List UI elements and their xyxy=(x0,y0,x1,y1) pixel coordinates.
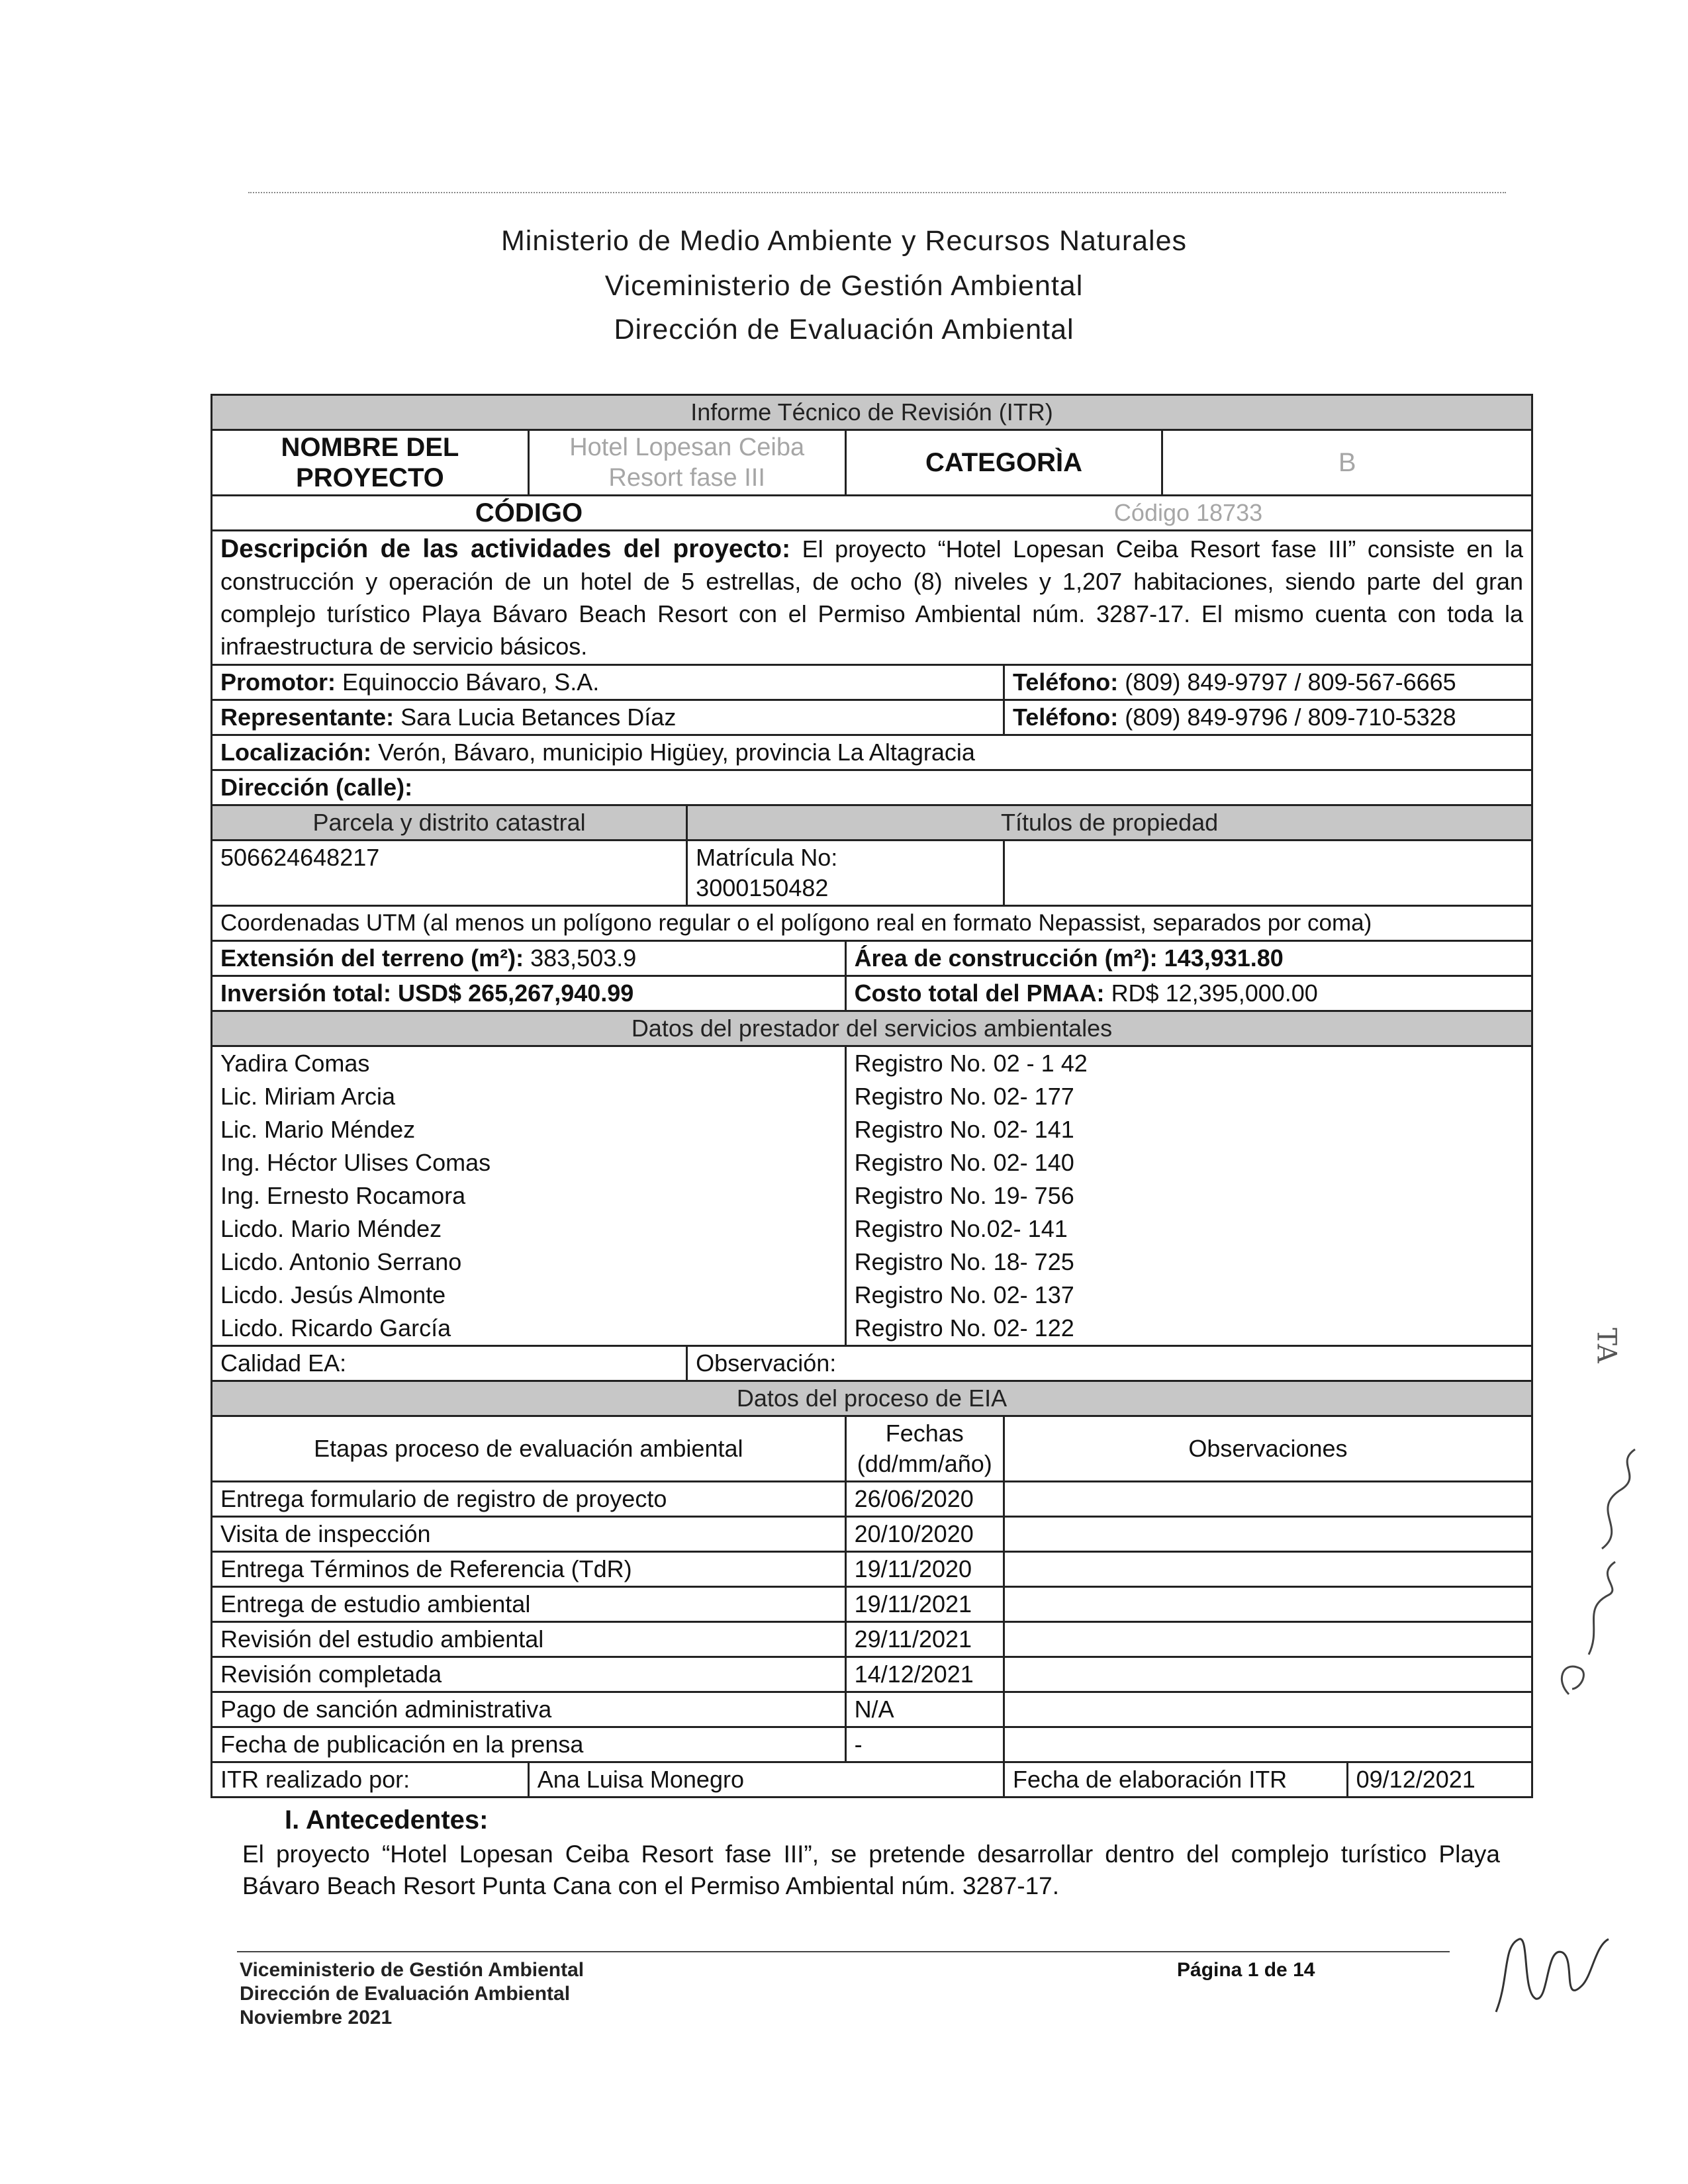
footer-signature xyxy=(1483,1919,1615,2025)
direccion-label: Dirección (calle): xyxy=(212,770,1532,805)
representante-value: Sara Lucia Betances Díaz xyxy=(400,704,677,731)
prestador-name: Lic. Mario Méndez xyxy=(212,1113,846,1146)
prestador-name: Licdo. Jesús Almonte xyxy=(212,1279,846,1312)
etapas-header: Etapas proceso de evaluación ambiental xyxy=(212,1416,846,1482)
coordenadas-cell: Coordenadas UTM (al menos un polígono regular o el polígono real en formato Nepassist, separados por coma) xyxy=(212,906,1532,941)
etapa-row xyxy=(212,1587,1532,1622)
etapa-fecha: 26/06/2020 xyxy=(845,1482,1004,1517)
fecha-elaboracion-value: 09/12/2021 xyxy=(1347,1762,1532,1797)
prestador-header: Datos del prestador del servicios ambientales xyxy=(212,1011,1532,1046)
etapa-row xyxy=(212,1517,1532,1552)
prestador-name: Licdo. Mario Méndez xyxy=(212,1212,846,1246)
fechas-header: Fechas (dd/mm/año) xyxy=(845,1416,1004,1482)
category-label: CATEGORÌA xyxy=(845,430,1162,496)
category-value: B xyxy=(1162,430,1532,496)
etapa-name: Visita de inspección xyxy=(212,1517,846,1552)
etapa-name: Entrega formulario de registro de proyecto xyxy=(212,1482,846,1517)
extension-cell xyxy=(212,941,846,976)
prestador-registro: Registro No. 02- 140 xyxy=(845,1146,1532,1179)
etapa-name: Revisión del estudio ambiental xyxy=(212,1622,846,1657)
code-label: CÓDIGO xyxy=(212,496,846,531)
prestador-name: Lic. Miriam Arcia xyxy=(212,1080,846,1113)
prestador-row xyxy=(212,1312,1532,1346)
prestador-registro: Registro No. 02 - 1 42 xyxy=(845,1046,1532,1081)
realizado-value: Ana Luisa Monegro xyxy=(528,1762,1004,1797)
etapa-fecha: 20/10/2020 xyxy=(845,1517,1004,1552)
footer-rule xyxy=(237,1951,1450,1952)
area-label: Área de construcción (m²): xyxy=(854,944,1158,972)
vice-ministry-title: Viceministerio de Gestión Ambiental xyxy=(604,270,1084,302)
costo-label: Costo total del PMAA: xyxy=(854,979,1105,1007)
promotor-phone: (809) 849-9797 / 809-567-6665 xyxy=(1125,668,1456,696)
titulos-header: Títulos de propiedad xyxy=(687,805,1532,841)
etapa-row xyxy=(212,1657,1532,1692)
etapa-fecha: - xyxy=(845,1727,1004,1762)
promotor-label: Promotor: xyxy=(220,668,336,696)
etapa-observacion xyxy=(1004,1482,1532,1517)
promotor-value: Equinoccio Bávaro, S.A. xyxy=(342,668,600,696)
observaciones-header: Observaciones xyxy=(1004,1416,1532,1482)
phone-label: Teléfono: xyxy=(1012,704,1119,731)
prestador-registro: Registro No. 18- 725 xyxy=(845,1246,1532,1279)
costo-value: RD$ 12,395,000.00 xyxy=(1111,979,1318,1007)
footer-line1: Viceministerio de Gestión Ambiental xyxy=(240,1959,585,1981)
itr-form-table xyxy=(211,394,1533,1798)
parcela-header: Parcela y distrito catastral xyxy=(212,805,687,841)
etapa-row xyxy=(212,1482,1532,1517)
project-name-value: Hotel Lopesan Ceiba Resort fase III xyxy=(528,430,845,496)
etapa-observacion xyxy=(1004,1552,1532,1587)
prestador-registro: Registro No. 02- 137 xyxy=(845,1279,1532,1312)
eia-header: Datos del proceso de EIA xyxy=(212,1381,1532,1416)
prestador-name: Ing. Héctor Ulises Comas xyxy=(212,1146,846,1179)
description-text: El proyecto “Hotel Lopesan Ceiba Resort fase III” consiste en la construcción y operación de un hotel de 5 estrellas, de ocho (8) niveles y 1,207 habitaciones, siendo parte del gran complejo turístico Playa Bávaro Beach Resort con el Permiso Ambiental núm. 3287-17. El mismo cuenta con toda la infraestructura de servicio básicos. xyxy=(220,535,1523,660)
etapa-row xyxy=(212,1727,1532,1762)
etapa-row xyxy=(212,1622,1532,1657)
etapa-observacion xyxy=(1004,1727,1532,1762)
prestador-name: Licdo. Antonio Serrano xyxy=(212,1246,846,1279)
prestador-row xyxy=(212,1146,1532,1179)
promotor-cell xyxy=(212,665,1004,700)
prestador-row xyxy=(212,1212,1532,1246)
calidad-label: Calidad EA: xyxy=(212,1346,687,1381)
phone-label: Teléfono: xyxy=(1012,668,1119,696)
etapa-name: Pago de sanción administrativa xyxy=(212,1692,846,1727)
top-rule xyxy=(248,192,1506,193)
representante-label: Representante: xyxy=(220,704,395,731)
matricula-empty xyxy=(1004,841,1532,906)
prestador-registro: Registro No.02- 141 xyxy=(845,1212,1532,1246)
description-cell xyxy=(212,531,1532,665)
realizado-label: ITR realizado por: xyxy=(212,1762,529,1797)
etapa-observacion xyxy=(1004,1657,1532,1692)
etapa-observacion xyxy=(1004,1587,1532,1622)
extension-label: Extensión del terreno (m²): xyxy=(220,944,524,972)
parcela-value: 506624648217 xyxy=(212,841,687,906)
localizacion-value: Verón, Bávaro, municipio Higüey, provincia La Altagracia xyxy=(378,739,975,766)
matricula-label: Matrícula No: xyxy=(696,844,838,871)
area-value: 143,931.80 xyxy=(1164,944,1284,972)
section-heading: I. Antecedentes: xyxy=(285,1805,489,1835)
etapa-observacion xyxy=(1004,1517,1532,1552)
representante-phone-cell xyxy=(1004,700,1532,735)
margin-note: TA xyxy=(1591,1328,1622,1363)
etapa-fecha: 19/11/2021 xyxy=(845,1587,1004,1622)
etapa-fecha: N/A xyxy=(845,1692,1004,1727)
etapa-fecha: 29/11/2021 xyxy=(845,1622,1004,1657)
etapa-fecha: 14/12/2021 xyxy=(845,1657,1004,1692)
prestador-row xyxy=(212,1046,1532,1081)
etapa-name: Entrega de estudio ambiental xyxy=(212,1587,846,1622)
margin-initials-signature xyxy=(1542,1430,1662,1707)
etapa-observacion xyxy=(1004,1692,1532,1727)
etapa-row xyxy=(212,1692,1532,1727)
prestador-row xyxy=(212,1080,1532,1113)
ministry-title: Ministerio de Medio Ambiente y Recursos Naturales xyxy=(500,225,1188,257)
prestador-name: Yadira Comas xyxy=(212,1046,846,1081)
etapa-name: Revisión completada xyxy=(212,1657,846,1692)
etapa-name: Entrega Términos de Referencia (TdR) xyxy=(212,1552,846,1587)
prestador-registro: Registro No. 19- 756 xyxy=(845,1179,1532,1212)
fecha-elaboracion-label: Fecha de elaboración ITR xyxy=(1004,1762,1347,1797)
footer-line2: Dirección de Evaluación Ambiental xyxy=(240,1983,571,2005)
prestador-row xyxy=(212,1279,1532,1312)
promotor-phone-cell xyxy=(1004,665,1532,700)
etapa-observacion xyxy=(1004,1622,1532,1657)
extension-value: 383,503.9 xyxy=(530,944,637,972)
prestador-registro: Registro No. 02- 122 xyxy=(845,1312,1532,1346)
representante-phone: (809) 849-9796 / 809-710-5328 xyxy=(1125,704,1456,731)
project-name-label: NOMBRE DEL PROYECTO xyxy=(212,430,529,496)
itr-title: Informe Técnico de Revisión (ITR) xyxy=(212,395,1532,430)
direction-title: Dirección de Evaluación Ambiental xyxy=(614,314,1074,345)
etapa-name: Fecha de publicación en la prensa xyxy=(212,1727,846,1762)
prestador-row xyxy=(212,1179,1532,1212)
page-number: Página 1 de 14 xyxy=(1177,1959,1315,1981)
inversion-cell: Inversión total: USD$ 265,267,940.99 xyxy=(212,976,846,1011)
matricula-cell xyxy=(687,841,1004,906)
observacion-label: Observación: xyxy=(687,1346,1532,1381)
prestador-registro: Registro No. 02- 141 xyxy=(845,1113,1532,1146)
area-cell xyxy=(845,941,1532,976)
etapa-row xyxy=(212,1552,1532,1587)
prestador-name: Ing. Ernesto Rocamora xyxy=(212,1179,846,1212)
prestador-row xyxy=(212,1113,1532,1146)
prestador-name: Licdo. Ricardo García xyxy=(212,1312,846,1346)
description-label: Descripción de las actividades del proyecto: xyxy=(220,535,791,563)
prestador-row xyxy=(212,1246,1532,1279)
etapa-fecha: 19/11/2020 xyxy=(845,1552,1004,1587)
section-text: El proyecto “Hotel Lopesan Ceiba Resort fase III”, se pretende desarrollar dentro del complejo turístico Playa Bávaro Beach Resort Punta Cana con el Permiso Ambiental núm. 3287-17. xyxy=(242,1841,1500,1899)
footer-line3: Noviembre 2021 xyxy=(240,2007,393,2028)
representante-cell xyxy=(212,700,1004,735)
localizacion-cell xyxy=(212,735,1532,770)
matricula-value: 3000150482 xyxy=(696,874,829,901)
costo-cell xyxy=(845,976,1532,1011)
code-value: Código 18733 xyxy=(845,496,1532,531)
localizacion-label: Localización: xyxy=(220,739,372,766)
prestador-registro: Registro No. 02- 177 xyxy=(845,1080,1532,1113)
